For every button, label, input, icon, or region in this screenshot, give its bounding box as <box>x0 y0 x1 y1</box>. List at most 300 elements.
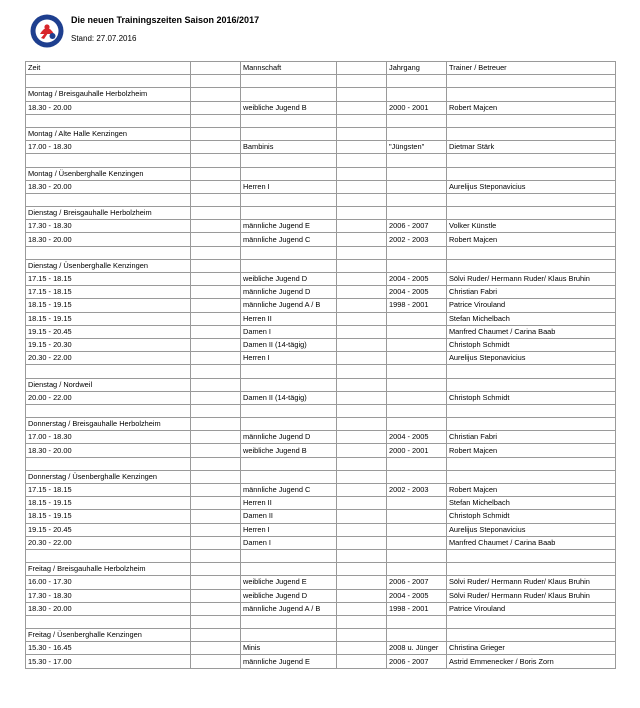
trainer-cell: Christoph Schmidt <box>447 510 616 523</box>
section-label: Dienstag / Breisgauhalle Herbolzheim <box>26 207 191 220</box>
empty-cell <box>191 325 241 338</box>
year-cell <box>387 510 447 523</box>
empty-cell <box>337 589 387 602</box>
empty-cell <box>191 563 241 576</box>
empty-cell <box>191 536 241 549</box>
trainer-cell: Manfred Chaumet / Carina Baab <box>447 536 616 549</box>
empty-cell <box>387 114 447 127</box>
empty-cell <box>191 457 241 470</box>
empty-cell <box>337 180 387 193</box>
empty-cell <box>337 88 387 101</box>
section-row <box>26 207 616 220</box>
empty-cell <box>387 549 447 562</box>
time-cell: 17.15 - 18.15 <box>26 286 191 299</box>
team-cell: Damen I <box>241 325 337 338</box>
spacer-row <box>26 365 616 378</box>
empty-cell <box>241 378 337 391</box>
empty-cell <box>191 141 241 154</box>
column-header <box>337 62 387 75</box>
empty-cell <box>337 167 387 180</box>
team-cell: Herren I <box>241 352 337 365</box>
empty-cell <box>191 589 241 602</box>
trainer-cell: Robert Majcen <box>447 484 616 497</box>
empty-cell <box>26 615 191 628</box>
empty-cell <box>447 365 616 378</box>
time-cell: 17.30 - 18.30 <box>26 589 191 602</box>
empty-cell <box>26 154 191 167</box>
empty-cell <box>337 127 387 140</box>
table-row <box>26 510 616 523</box>
empty-cell <box>387 207 447 220</box>
empty-cell <box>337 602 387 615</box>
empty-cell <box>26 404 191 417</box>
trainer-cell: Sölvi Ruder/ Hermann Ruder/ Klaus Bruhin <box>447 273 616 286</box>
team-cell: Herren I <box>241 180 337 193</box>
spacer-row <box>26 75 616 88</box>
time-cell: 18.30 - 20.00 <box>26 180 191 193</box>
empty-cell <box>191 338 241 351</box>
table-row <box>26 523 616 536</box>
empty-cell <box>337 246 387 259</box>
year-cell: 2004 - 2005 <box>387 589 447 602</box>
empty-cell <box>191 602 241 615</box>
year-cell <box>387 325 447 338</box>
empty-cell <box>337 220 387 233</box>
empty-cell <box>447 193 616 206</box>
table-row <box>26 602 616 615</box>
year-cell <box>387 536 447 549</box>
empty-cell <box>241 629 337 642</box>
team-cell: männliche Jugend C <box>241 484 337 497</box>
empty-cell <box>241 114 337 127</box>
empty-cell <box>241 246 337 259</box>
trainer-cell: Robert Majcen <box>447 233 616 246</box>
trainer-cell: Volker Künstle <box>447 220 616 233</box>
empty-cell <box>337 563 387 576</box>
empty-cell <box>191 655 241 668</box>
empty-cell <box>447 88 616 101</box>
empty-cell <box>191 404 241 417</box>
spacer-row <box>26 549 616 562</box>
year-cell: 2004 - 2005 <box>387 273 447 286</box>
table-row <box>26 312 616 325</box>
section-row <box>26 259 616 272</box>
empty-cell <box>447 457 616 470</box>
section-label: Montag / Üsenberghalle Kenzingen <box>26 167 191 180</box>
column-header <box>191 62 241 75</box>
empty-cell <box>241 549 337 562</box>
trainer-cell: Manfred Chaumet / Carina Baab <box>447 325 616 338</box>
time-cell: 20.00 - 22.00 <box>26 391 191 404</box>
empty-cell <box>337 365 387 378</box>
empty-cell <box>337 549 387 562</box>
table-header-row <box>26 62 616 75</box>
year-cell <box>387 312 447 325</box>
table-row <box>26 299 616 312</box>
empty-cell <box>447 615 616 628</box>
section-row <box>26 418 616 431</box>
empty-cell <box>191 312 241 325</box>
empty-cell <box>241 404 337 417</box>
table-row <box>26 352 616 365</box>
trainer-cell: Sölvi Ruder/ Hermann Ruder/ Klaus Bruhin <box>447 576 616 589</box>
empty-cell <box>447 259 616 272</box>
time-cell: 19.15 - 20.30 <box>26 338 191 351</box>
spacer-row <box>26 193 616 206</box>
empty-cell <box>387 127 447 140</box>
table-row <box>26 286 616 299</box>
empty-cell <box>191 444 241 457</box>
trainer-cell: Christoph Schmidt <box>447 391 616 404</box>
year-cell: "Jüngsten" <box>387 141 447 154</box>
section-row <box>26 629 616 642</box>
team-cell: Damen II <box>241 510 337 523</box>
empty-cell <box>337 629 387 642</box>
empty-cell <box>387 457 447 470</box>
trainer-cell: Aurelijus Steponavicius <box>447 523 616 536</box>
team-cell: weibliche Jugend D <box>241 589 337 602</box>
empty-cell <box>191 167 241 180</box>
spacer-row <box>26 154 616 167</box>
empty-cell <box>191 549 241 562</box>
empty-cell <box>191 180 241 193</box>
table-row <box>26 325 616 338</box>
empty-cell <box>447 167 616 180</box>
time-cell: 18.30 - 20.00 <box>26 233 191 246</box>
empty-cell <box>191 391 241 404</box>
year-cell <box>387 497 447 510</box>
table-row <box>26 101 616 114</box>
empty-cell <box>26 193 191 206</box>
page-header <box>0 0 640 60</box>
team-cell: Damen II (14-tägig) <box>241 338 337 351</box>
year-cell: 2006 - 2007 <box>387 655 447 668</box>
year-cell: 2004 - 2005 <box>387 431 447 444</box>
table-row <box>26 484 616 497</box>
spacer-row <box>26 615 616 628</box>
empty-cell <box>387 75 447 88</box>
empty-cell <box>337 523 387 536</box>
trainer-cell: Patrice Virouland <box>447 602 616 615</box>
table-row <box>26 589 616 602</box>
empty-cell <box>387 365 447 378</box>
empty-cell <box>26 457 191 470</box>
empty-cell <box>447 563 616 576</box>
year-cell <box>387 352 447 365</box>
empty-cell <box>191 233 241 246</box>
empty-cell <box>241 167 337 180</box>
year-cell <box>387 180 447 193</box>
empty-cell <box>26 246 191 259</box>
empty-cell <box>337 114 387 127</box>
empty-cell <box>241 127 337 140</box>
empty-cell <box>191 365 241 378</box>
section-row <box>26 167 616 180</box>
trainer-cell: Astrid Emmenecker / Boris Zorn <box>447 655 616 668</box>
empty-cell <box>241 470 337 483</box>
column-header: Trainer / Betreuer <box>447 62 616 75</box>
trainer-cell: Christian Fabri <box>447 431 616 444</box>
table-row <box>26 642 616 655</box>
time-cell: 20.30 - 22.00 <box>26 352 191 365</box>
time-cell: 19.15 - 20.45 <box>26 325 191 338</box>
table-row <box>26 444 616 457</box>
section-label: Dienstag / Nordweil <box>26 378 191 391</box>
club-logo-icon <box>30 14 64 48</box>
empty-cell <box>337 101 387 114</box>
time-cell: 17.00 - 18.30 <box>26 141 191 154</box>
section-label: Dienstag / Üsenberghalle Kenzingen <box>26 259 191 272</box>
empty-cell <box>191 101 241 114</box>
column-header: Mannschaft <box>241 62 337 75</box>
empty-cell <box>191 207 241 220</box>
empty-cell <box>447 629 616 642</box>
empty-cell <box>241 418 337 431</box>
empty-cell <box>337 299 387 312</box>
empty-cell <box>387 404 447 417</box>
empty-cell <box>241 75 337 88</box>
empty-cell <box>337 338 387 351</box>
empty-cell <box>337 259 387 272</box>
year-cell <box>387 523 447 536</box>
trainer-cell: Aurelijus Steponavicius <box>447 352 616 365</box>
empty-cell <box>191 615 241 628</box>
team-cell: männliche Jugend D <box>241 431 337 444</box>
empty-cell <box>191 220 241 233</box>
empty-cell <box>26 75 191 88</box>
stand-date: Stand: 27.07.2016 <box>71 34 137 43</box>
empty-cell <box>447 114 616 127</box>
time-cell: 20.30 - 22.00 <box>26 536 191 549</box>
empty-cell <box>241 193 337 206</box>
section-row <box>26 378 616 391</box>
table-row <box>26 180 616 193</box>
year-cell: 2006 - 2007 <box>387 220 447 233</box>
table-row <box>26 576 616 589</box>
empty-cell <box>337 418 387 431</box>
empty-cell <box>191 88 241 101</box>
time-cell: 17.15 - 18.15 <box>26 484 191 497</box>
empty-cell <box>191 523 241 536</box>
empty-cell <box>337 141 387 154</box>
year-cell: 2002 - 2003 <box>387 484 447 497</box>
empty-cell <box>191 378 241 391</box>
section-label: Freitag / Üsenberghalle Kenzingen <box>26 629 191 642</box>
empty-cell <box>337 325 387 338</box>
trainer-cell: Christina Grieger <box>447 642 616 655</box>
empty-cell <box>241 88 337 101</box>
empty-cell <box>337 536 387 549</box>
empty-cell <box>337 75 387 88</box>
table-row <box>26 391 616 404</box>
empty-cell <box>337 193 387 206</box>
empty-cell <box>191 127 241 140</box>
empty-cell <box>387 193 447 206</box>
empty-cell <box>337 404 387 417</box>
time-cell: 18.15 - 19.15 <box>26 299 191 312</box>
empty-cell <box>26 114 191 127</box>
team-cell: männliche Jugend A / B <box>241 299 337 312</box>
table-row <box>26 655 616 668</box>
empty-cell <box>241 259 337 272</box>
trainer-cell: Sölvi Ruder/ Hermann Ruder/ Klaus Bruhin <box>447 589 616 602</box>
time-cell: 18.15 - 19.15 <box>26 497 191 510</box>
year-cell: 1998 - 2001 <box>387 299 447 312</box>
empty-cell <box>447 207 616 220</box>
empty-cell <box>387 470 447 483</box>
empty-cell <box>337 444 387 457</box>
empty-cell <box>191 154 241 167</box>
empty-cell <box>241 563 337 576</box>
team-cell: männliche Jugend E <box>241 655 337 668</box>
trainer-cell: Patrice Virouland <box>447 299 616 312</box>
empty-cell <box>337 470 387 483</box>
table-row <box>26 220 616 233</box>
empty-cell <box>191 484 241 497</box>
section-row <box>26 563 616 576</box>
empty-cell <box>337 457 387 470</box>
team-cell: Damen II (14-tägig) <box>241 391 337 404</box>
time-cell: 16.00 - 17.30 <box>26 576 191 589</box>
empty-cell <box>387 167 447 180</box>
section-label: Montag / Alte Halle Kenzingen <box>26 127 191 140</box>
empty-cell <box>447 404 616 417</box>
empty-cell <box>191 510 241 523</box>
empty-cell <box>337 207 387 220</box>
empty-cell <box>447 246 616 259</box>
empty-cell <box>447 378 616 391</box>
empty-cell <box>387 418 447 431</box>
empty-cell <box>387 629 447 642</box>
empty-cell <box>191 114 241 127</box>
empty-cell <box>337 312 387 325</box>
empty-cell <box>447 549 616 562</box>
team-cell: weibliche Jugend E <box>241 576 337 589</box>
year-cell: 2004 - 2005 <box>387 286 447 299</box>
team-cell: weibliche Jugend D <box>241 273 337 286</box>
spacer-row <box>26 457 616 470</box>
trainer-cell: Stefan Michelbach <box>447 497 616 510</box>
time-cell: 18.15 - 19.15 <box>26 312 191 325</box>
trainer-cell: Robert Majcen <box>447 444 616 457</box>
empty-cell <box>337 391 387 404</box>
empty-cell <box>337 576 387 589</box>
time-cell: 18.15 - 19.15 <box>26 510 191 523</box>
empty-cell <box>26 549 191 562</box>
empty-cell <box>191 75 241 88</box>
section-label: Donnerstag / Üsenberghalle Kenzingen <box>26 470 191 483</box>
empty-cell <box>447 75 616 88</box>
empty-cell <box>191 418 241 431</box>
time-cell: 18.30 - 20.00 <box>26 444 191 457</box>
trainer-cell: Aurelijus Steponavicius <box>447 180 616 193</box>
empty-cell <box>337 484 387 497</box>
time-cell: 17.00 - 18.30 <box>26 431 191 444</box>
time-cell: 18.30 - 20.00 <box>26 602 191 615</box>
section-row <box>26 470 616 483</box>
empty-cell <box>337 154 387 167</box>
year-cell: 2002 - 2003 <box>387 233 447 246</box>
spacer-row <box>26 114 616 127</box>
year-cell: 2000 - 2001 <box>387 444 447 457</box>
section-row <box>26 88 616 101</box>
table-row <box>26 338 616 351</box>
empty-cell <box>447 154 616 167</box>
section-row <box>26 127 616 140</box>
time-cell: 15.30 - 16.45 <box>26 642 191 655</box>
year-cell: 1998 - 2001 <box>387 602 447 615</box>
year-cell: 2000 - 2001 <box>387 101 447 114</box>
empty-cell <box>337 642 387 655</box>
table-row <box>26 233 616 246</box>
empty-cell <box>191 576 241 589</box>
table-row <box>26 141 616 154</box>
empty-cell <box>191 193 241 206</box>
year-cell: 2008 u. Jünger <box>387 642 447 655</box>
team-cell: Bambinis <box>241 141 337 154</box>
team-cell: weibliche Jugend B <box>241 444 337 457</box>
trainer-cell: Dietmar Stärk <box>447 141 616 154</box>
empty-cell <box>337 378 387 391</box>
team-cell: weibliche Jugend B <box>241 101 337 114</box>
empty-cell <box>241 365 337 378</box>
team-cell: Damen I <box>241 536 337 549</box>
empty-cell <box>191 642 241 655</box>
team-cell: Herren II <box>241 497 337 510</box>
team-cell: Minis <box>241 642 337 655</box>
empty-cell <box>26 365 191 378</box>
empty-cell <box>191 259 241 272</box>
column-header: Jahrgang <box>387 62 447 75</box>
empty-cell <box>387 615 447 628</box>
empty-cell <box>337 497 387 510</box>
trainer-cell: Christoph Schmidt <box>447 338 616 351</box>
trainer-cell: Robert Majcen <box>447 101 616 114</box>
empty-cell <box>191 470 241 483</box>
empty-cell <box>191 273 241 286</box>
empty-cell <box>191 299 241 312</box>
empty-cell <box>337 233 387 246</box>
empty-cell <box>387 154 447 167</box>
time-cell: 17.15 - 18.15 <box>26 273 191 286</box>
table-row <box>26 536 616 549</box>
team-cell: Herren II <box>241 312 337 325</box>
spacer-row <box>26 404 616 417</box>
team-cell: männliche Jugend C <box>241 233 337 246</box>
empty-cell <box>337 273 387 286</box>
empty-cell <box>191 629 241 642</box>
empty-cell <box>337 352 387 365</box>
empty-cell <box>191 497 241 510</box>
empty-cell <box>447 127 616 140</box>
empty-cell <box>387 378 447 391</box>
page-title: Die neuen Trainingszeiten Saison 2016/2017 <box>71 15 260 25</box>
year-cell <box>387 391 447 404</box>
year-cell <box>387 338 447 351</box>
spacer-row <box>26 246 616 259</box>
empty-cell <box>191 246 241 259</box>
time-cell: 18.30 - 20.00 <box>26 101 191 114</box>
time-cell: 19.15 - 20.45 <box>26 523 191 536</box>
empty-cell <box>241 154 337 167</box>
empty-cell <box>387 563 447 576</box>
empty-cell <box>191 286 241 299</box>
table-row <box>26 273 616 286</box>
table-row <box>26 431 616 444</box>
table-row <box>26 497 616 510</box>
empty-cell <box>337 431 387 444</box>
trainer-cell: Stefan Michelbach <box>447 312 616 325</box>
